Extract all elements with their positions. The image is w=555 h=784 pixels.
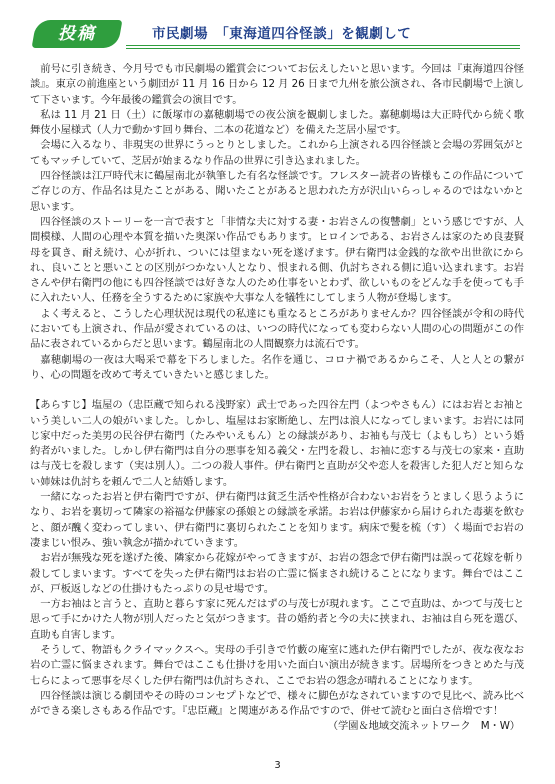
review-paragraph: 前号に引き続き、今月号でも市民劇場の鑑賞会についてお伝えしたいと思います。今回は『東海道四谷怪談』。東京の前進座という劇団が 11 月 16 日から 12 月 26 日まで九州を旅公演され、各市民劇場で上演して下さいます。今年最後の鑑賞会の演目です。 (30, 63, 524, 106)
synopsis-paragraph: 一緒になったお岩と伊右衛門ですが、伊右衛門は貧乏生活や性格が合わないお岩をうとましく思うようになり、お岩を裏切って隣家の裕福な伊藤家の孫娘との縁談を承諾。お岩は伊藤家から届けられた毒薬を飲むと、顔が醜く変わってしまい、伊右衛門に裏切られたことを知ります。病床で髪を梳（す）く場面でお岩の凄まじい恨み、強い執念が描かれていきます。 (30, 491, 524, 549)
synopsis-paragraph: そうして、物語もクライマックスへ。実母の手引きで竹藪の庵室に逃れた伊右衛門でしたが、夜な夜なお岩の亡霊に悩まされます。舞台ではここも仕掛けを用いた面白い演出が続きます。居場所をつきとめた与茂七らによって悪事を尽くした伊右衛門は仇討ちされ、ここでお岩の怨念が晴れることになります。 (30, 643, 524, 687)
page-number: 3 (274, 760, 281, 771)
title-underline-top (126, 45, 520, 46)
review-paragraph: 四谷怪談のストーリーを一言で表すと「非情な夫に対する妻・お岩さんの復讐劇」という感じですが、人間模様、人間の心理や本質を描いた奥深い作品でもあります。ヒロインである、お岩さんは家のため良妻賢母を貫き、耐え続け、心が折れ、ついには望まない死を遂げます。伊右衛門は金銭的な欲や出世欲にかられ、良いことと悪いことの区別がつかない人となり、恨まれる側、仇討ちされる側に追い込まれます。お岩さんや伊右衛門の他にも四谷怪談では好きな人のため仕事をいとわず、欲しいものをどんな手を使っても手に入れたい人、任務を全うするために家族や大事な人を犠牲にしてしまう人物が登場します。 (30, 215, 524, 305)
review-paragraph: 会場に入るなり、非現実の世界にうっとりとしました。これから上演される四谷怪談と会場の雰囲気がとてもマッチしていて、芝居が始まるなり作品の世界に引き込まれました。 (30, 139, 524, 167)
review-paragraph: 嘉穂劇場の一夜は大喝采で幕を下ろしました。名作を通じ、コロナ禍であるからこそ、人と人との繋がり、心の問題を改めて考えていきたいと感じました。 (30, 353, 524, 381)
closing-text: 四谷怪談は演じる劇団やその時のコンセプトなどで、様々に脚色がなされていますので見比べ、読み比べができる楽しさもある作品です。『忠臣蔵』と関連がある作品ですので、併せて読むと面白さ倍増です！ (30, 689, 524, 718)
badge-label: 投稿 (58, 24, 96, 44)
closing-paragraph (30, 689, 524, 733)
review-paragraph: よく考えると、こうした心理状況は現代の私達にも重なるところがありませんか？四谷怪談が令和の時代においても上演され、作品が愛されているのは、いつの時代になっても変わらない人間の心の問題がこの作品に表されているからだと思います。鶴屋南北の人間観察力は流石です。 (30, 307, 524, 351)
section-spacer (30, 383, 524, 398)
title-underline-bottom (126, 48, 520, 49)
review-paragraph: 四谷怪談は江戸時代末に鶴屋南北が執筆した有名な怪談です。フレスター読者の皆様もこの作品についてご存じの方、作品名は見たことがある、聞いたことがあると思われた方が沢山いらっしゃるのではないかと思います。 (30, 170, 524, 213)
synopsis-paragraph: 一方お袖はと言うと、直助と暮らす家に死んだはずの与茂七が現れます。ここで直助は、かつて与茂七と思って手にかけた人物が別人だったと気がつきます。昔の婚約者と今の夫に挟まれ、お袖は自ら死を選び、直助も自害します。 (30, 598, 524, 641)
article-body (30, 62, 524, 735)
author-signature: （学園＆地域交流ネットワーク M・W） (327, 720, 520, 733)
synopsis-paragraph: お岩が無残な死を遂げた後、隣家から花嫁がやってきますが、お岩の怨念で伊右衛門は誤って花嫁を斬り殺してしまいます。すべてを失った伊右衛門はお岩の亡霊に悩まされ続けることになります。舞台ではここが、戸板返しなどの仕掛けもたっぷりの見せ場です。 (30, 552, 524, 595)
article-header (34, 20, 520, 48)
article-title: 市民劇場 「東海道四谷怪談」を観劇して (152, 26, 412, 42)
synopsis-paragraph: 【あらすじ】塩屋の（忠臣蔵で知られる浅野家）武士であった四谷左門（よつやさもん）にはお岩とお袖という美しい二人の娘がいました。しかし、塩屋はお家断絶し、左門は浪人になってしまいます。お岩には同じ家中だった美男の民谷伊右衛門（たみやいえもん）との縁談があり、お袖も与茂七（よもしち）という婚約者がいました。しかし伊右衛門は自分の悪事を知る義父・左門を殺し、お袖に恋する与茂七の家来・直助は与茂七を殺します（実は別人）。二つの殺人事件。伊右衛門と直助が父や恋人を殺害した犯人だと知らない姉妹は仇討ちを頼んで二人と結婚します。 (30, 399, 524, 488)
review-paragraph: 私は 11 月 21 日（土）に飯塚市の嘉穂劇場での夜公演を観劇しました。嘉穂劇場は大正時代から続く歌舞伎小屋様式（人力で動かす回り舞台、二本の花道など）を備えた芝居小屋です。 (30, 108, 524, 137)
